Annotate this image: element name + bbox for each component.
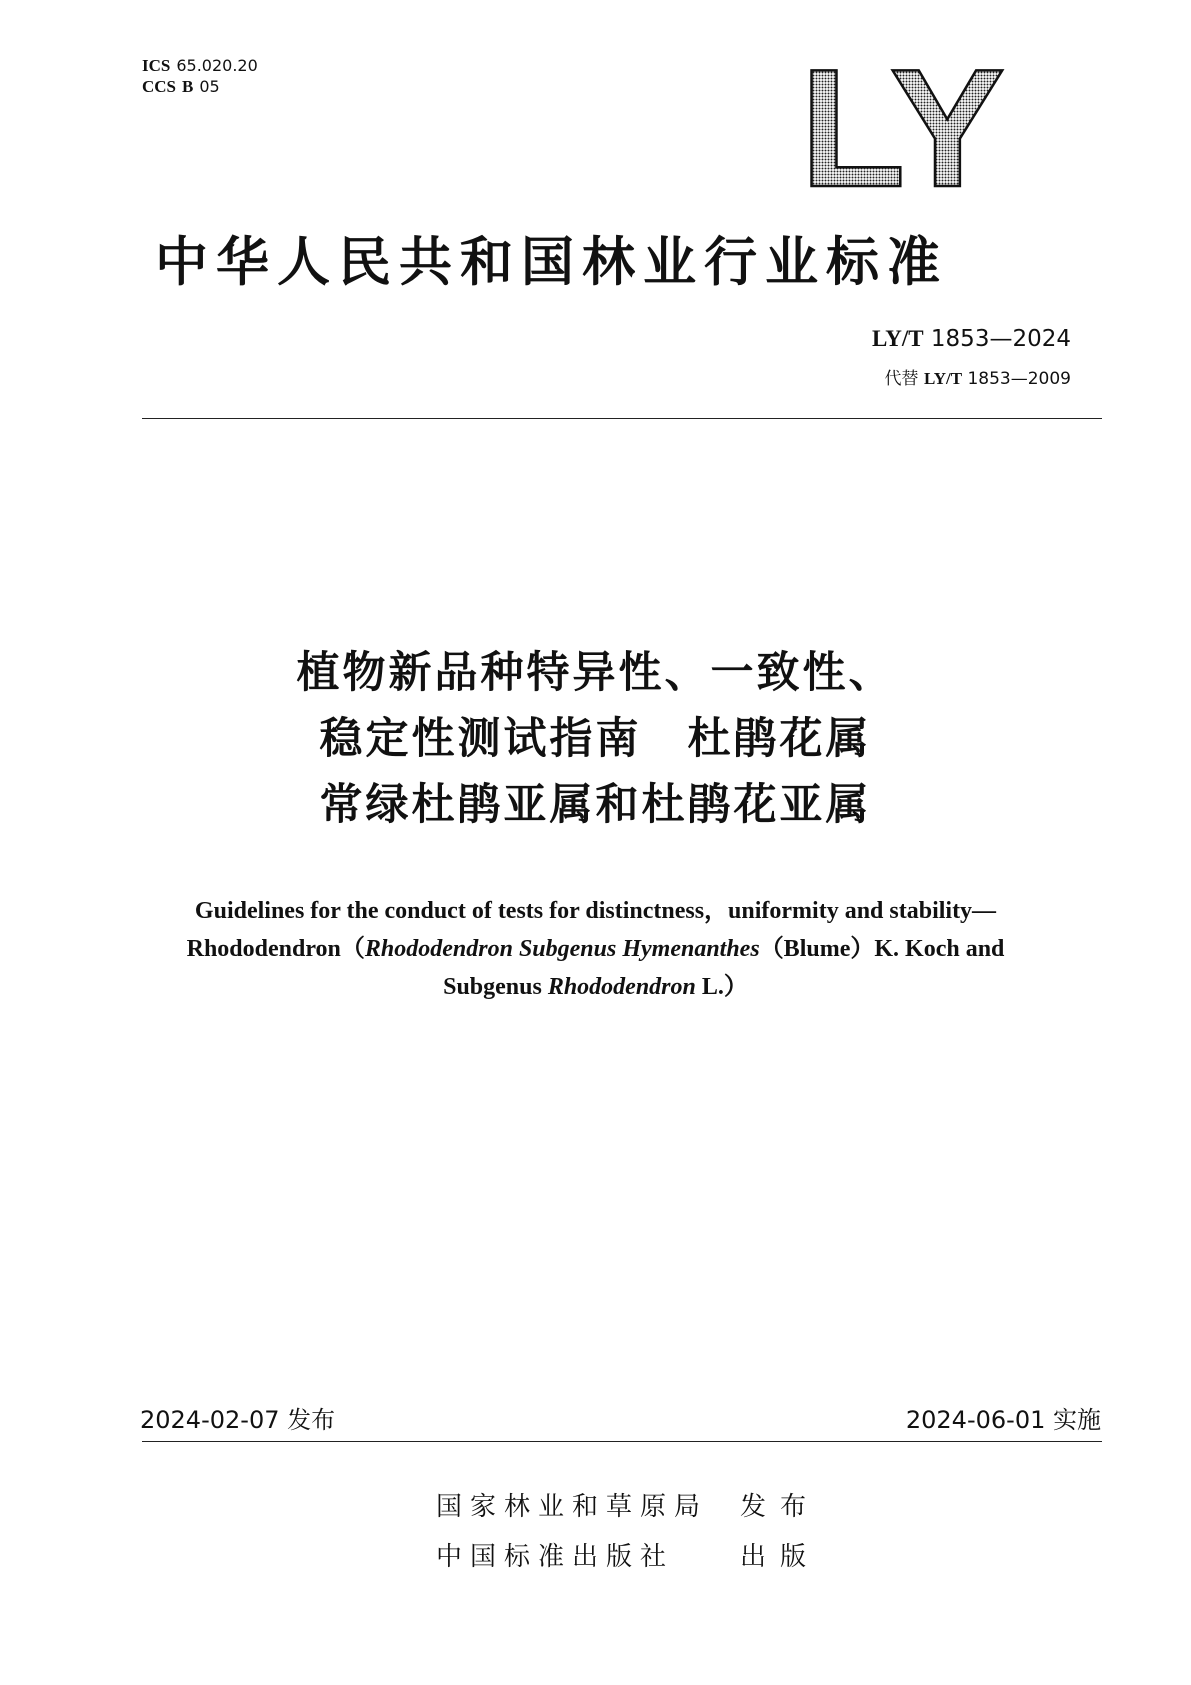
publisher-action: 发布 — [740, 1492, 821, 1522]
standard-number-value: 1853—2024 — [923, 326, 1071, 352]
ics-code — [142, 55, 258, 76]
english-title-part-1: Guidelines for the conduct of tests for distinctness，uniformity and stability—Rhododendron（ — [186, 898, 997, 962]
implementation-date-value: 2024-06-01 — [905, 1406, 1046, 1434]
english-title-part-5: L.） — [695, 974, 748, 1000]
chinese-title-line-1: 植物新品种特异性、一致性、 — [296, 648, 895, 698]
issue-date — [140, 1400, 335, 1435]
replaces-label: 代替 — [884, 369, 924, 389]
standard-prefix: LY/T — [872, 326, 924, 351]
publisher-org: 国家林业和草原局 — [436, 1492, 709, 1522]
issue-date-value: 2024-02-07 — [140, 1406, 280, 1434]
ly-logo — [800, 62, 1010, 192]
standard-number — [872, 326, 1071, 352]
bottom-divider — [142, 1441, 1102, 1442]
english-title-italic-2: Rhododendron — [547, 974, 696, 1000]
ics-value: 65.020.20 — [176, 56, 258, 75]
ccs-label: CCS — [142, 77, 177, 96]
english-title — [140, 892, 1051, 1006]
top-divider — [142, 418, 1102, 419]
implementation-date — [906, 1400, 1101, 1435]
standard-category: 中华人民共和国林业行业标准 — [155, 232, 948, 293]
issue-date-label: 发布 — [279, 1406, 336, 1434]
replaces-standard — [885, 364, 1071, 389]
english-title-part-3: （Blume）K. Koch and Subgenus — [443, 936, 1005, 1000]
ccs-value: 05 — [199, 77, 220, 96]
chinese-title — [0, 640, 1191, 838]
ics-label: ICS — [142, 56, 171, 75]
replaces-prefix: LY/T — [923, 369, 963, 388]
ccs-code — [142, 76, 258, 97]
press-org: 中国标准出版社 — [436, 1542, 675, 1572]
ccs-class: B — [182, 77, 194, 96]
press-action: 出版 — [740, 1542, 821, 1572]
chinese-title-line-3: 常绿杜鹃亚属和杜鹃花亚属 — [319, 780, 872, 830]
chinese-title-line-2: 稳定性测试指南 杜鹃花属 — [319, 714, 872, 764]
classification-codes — [142, 55, 258, 97]
replaces-number: 1853—2009 — [962, 369, 1071, 389]
logo-letters: LY — [800, 62, 1005, 192]
english-title-italic-1: Rhododendron Subgenus Hymenanthes — [364, 936, 760, 962]
implementation-date-label: 实施 — [1045, 1406, 1101, 1434]
